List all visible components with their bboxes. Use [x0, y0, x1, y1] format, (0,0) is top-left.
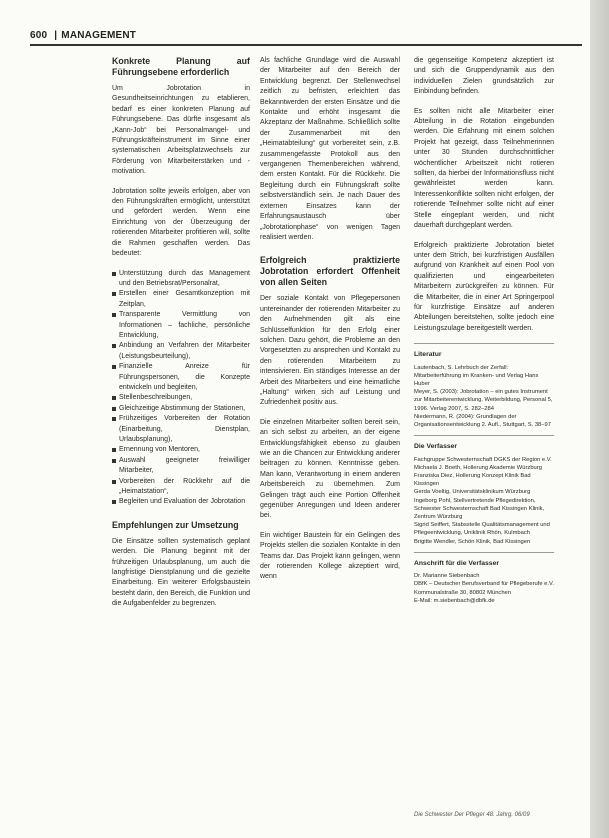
- authors-heading: Die Verfasser: [414, 443, 458, 451]
- section-title: MANAGEMENT: [61, 30, 137, 41]
- paragraph: Um Jobrotation in Gesundheitseinrichtungen zu etablieren, bedarf es einer konkreten Planung auf Führungsebene. Das dürfte insgesamt als „Kann-Job“ bei Personalmangel- und Führungskräfteinstrument im Sinne einer systematischen Arbeitsplatzwechsels zur Förderung von Mitarbeiterstärken und -motivation.: [112, 85, 250, 176]
- author-entry: Sigrid Seiffert, Stabsstelle Qualitätsmanagement und Pflegeentwicklung, Uniklinik Rhön, Kulmbach: [414, 522, 550, 537]
- header-rule: [30, 44, 582, 46]
- column-2: [260, 56, 400, 592]
- author-entry: Michaela J. Boeth, Hollerung Akademie Würzburg: [414, 464, 542, 471]
- list-item: Stellenbeschreibungen,: [112, 393, 250, 403]
- page-number: 600: [30, 30, 48, 41]
- list-item: Gleichzeitige Abstimmung der Stationen,: [112, 404, 250, 414]
- reference: Lautenbach, S. Lehrbuch der Zerfall: Mitarbeiterführung im Kranken- und Verlag Hans Huber: [414, 364, 539, 387]
- paragraph: Als fachliche Grundlage wird die Auswahl der Mitarbeiter auf den Bereich der Entwicklung begrenzt. Der Stellenwechsel zeitlich zu befristen, erleichtert das Bekanntwerden der ersten Einsätze und die Kontakte und erhöht insgesamt die Akzeptanz der Maßnahme. Schließlich sollte der Zusammenarbeit mit den „Heimatabteilung“ gut vorbereitet sein, z.B. zusammengefasste Protokoll aus den vergangenen Themenbereichen während, dem ersten Kontakt. Für die Rückkehr. Die Begleitung durch ein Führungskraft sollte selbstverständlich sein. Je nach Dauer des externen Einsatzes kann der Erfahrungsaustausch über „Jobrotationphase“ von wenigen Tagen realisiert werden.: [260, 57, 400, 241]
- reference: Niedermann, R. (2004): Grundlagen der Organisationsentwicklung 2. Aufl., Stuttgart, S. 38–97: [414, 413, 551, 428]
- paragraph: Es sollten nicht alle Mitarbeiter einer Abteilung in die Rotation eingebunden werden. Die Erfahrung mit einem solchen Projekt hat gezeigt, dass Teilnehmerinnen unter 30 Stunden durchschnittlicher wöchentlicher Arbeitszeit nicht rotieren sollten, da hierbei der Informationsfluss nicht gewährleistet werden kann. Interessenkonflikte sollten nicht erfolgen, der rotierende Teilnehmer sollte nicht auf einer Stelle eingeplant werden, und nicht dauerhaft durchgeplant werden.: [414, 107, 554, 230]
- reference: Meyer, S. (2003): Jobrotation – ein gutes Instrument zur Mitarbeiterentwicklung. Weiterbildung, Personal 5, 1996. Verlag 2007, S. 282–284: [414, 389, 553, 412]
- paragraph: Die einzelnen Mitarbeiter sollten bereit sein, an sich selbst zu arbeiten, an der eigene Entwicklungsfähigkeit ebenso zu glauben wie an die Chancen zur Entwicklung anderer beitragen zu können. Kenntnisse geben. Man kann, Verantwortung in einem anderen Arbeitsbereich zu übernehmen. Zum Gelingen trägt auch eine Portion Offenheit gegenüber Anregungen und Ideen anderer bei.: [260, 418, 400, 520]
- list-item: Transparente Vermittlung von Informationen – fachliche, persönliche Entwicklung,: [112, 310, 250, 341]
- divider: [414, 343, 554, 344]
- divider: [414, 435, 554, 436]
- list-item: Finanzielle Anreize für Führungspersonen, die Konzepte entwickeln und begleiten,: [112, 362, 250, 393]
- list-item: Ernennung von Mentoren,: [112, 445, 250, 455]
- list-item: Begleiten und Evaluation der Jobrotation: [112, 497, 250, 507]
- author-entry: Gerda Voeltig, Universitätsklinikum Würzburg: [414, 489, 531, 496]
- heading-recommendations: Empfehlungen zur Umsetzung: [112, 519, 239, 530]
- contact-email[interactable]: E-Mail: m.siebenbach@dbfk.de: [414, 597, 495, 604]
- list-item: Frühzeitiges Vorbereiten der Rotation (Einarbeitung, Dienstplan, Urlaubsplanung),: [112, 414, 250, 445]
- author-entry: Ingeborg Pohl, Stellvertretende Pflegedirektion, Schwester Schwesternschaft Bad Kissingen Klinik, Zentrum Würzburg: [414, 497, 545, 521]
- paragraph: Jobrotation sollte jeweils erfolgen, aber von den Führungskräften ermöglicht, unterstützt und gefördert werden. Wenn eine Einrichtung von der Überzeugung der rotierenden Mitarbeiter profitieren will, sollte die Rahmen geschaffen werden. Das bedeutet:: [112, 187, 250, 258]
- list-item: Anbindung an Verfahren der Mitarbeiter (Leistungsbeurteilung),: [112, 341, 250, 362]
- paragraph: die gegenseitige Kompetenz akzeptiert ist und sich die Gruppendynamik aus den individuellen Zielen grundsätzlich zur Einbindung befinden.: [414, 57, 554, 96]
- author-entry: Fachgruppe Schwesternschaft DGKS der Region e.V.: [414, 456, 552, 463]
- contact-heading: Anschrift für die Verfasser: [414, 559, 499, 567]
- paragraph: Die Einsätze sollten systematisch geplant werden. Die Planung beginnt mit der frühzeitigen Urlaubsplanung, um auch die langfristige Dienstplanung und die gezielte Einarbeitung. Ein weiterer Erfolgsbaustein besteht darin, den Bereich, die Funktion und die Aufgabenfelder zu begrenzen.: [112, 537, 250, 608]
- page-header: 600 | MANAGEMENT: [30, 30, 137, 41]
- paragraph: Ein wichtiger Baustein für ein Gelingen des Projekts stellen die sozialen Kontakte in den Teams dar. Das Projekt kann gelingen, wenn der rotierenden Kollege akzeptiert wird, wenn: [260, 531, 400, 581]
- list-item: Vorbereiten der Rückkehr auf die „Heimatstation“,: [112, 477, 250, 498]
- divider: [414, 552, 554, 553]
- requirements-list: [112, 269, 250, 508]
- paragraph: Der soziale Kontakt von Pflegepersonen untereinander der rotierenden Mitarbeiter zu den Aufnehmenden gilt als eine Schlüsselfunktion für den Erfolg einer solchen. Dazu gehört, die Probleme an den Vorgesetzten zu ansprechen und Kontakt zu den rotierenden Mitarbeitern zu intensivieren. Ein ständiges Interesse an der Arbeit des Mitarbeiters und eine heimatliche „Haltung“ wirken sich auf Leistung und Zufriedenheit positiv aus.: [260, 295, 400, 407]
- list-item: Auswahl geeigneter freiwilliger Mitarbeiter,: [112, 456, 250, 477]
- contact-line: Kommunalstraße 30, 80802 München: [414, 589, 511, 596]
- literature-heading: Literatur: [414, 351, 442, 359]
- heading-planning: Konkrete Planung auf Führungsebene erforderlich: [112, 56, 250, 77]
- contact-line: DBfK – Deutscher Berufsverband für Pflegeberufe e.V.: [414, 581, 554, 588]
- contact-line: Dr. Marianne Siebenbach: [414, 573, 480, 580]
- list-item: Unterstützung durch das Management und den Betriebsrat/Personalrat,: [112, 269, 250, 290]
- author-entry: Franziska Diez, Hollerung Konzept Klinik Bad Kissingen: [414, 473, 531, 488]
- column-1: [112, 56, 250, 619]
- author-entry: Brigitte Wendler, Schön Klinik, Bad Kissingen: [414, 538, 531, 545]
- page-edge-shadow: [590, 0, 609, 838]
- heading-openness: Erfolgreich praktizierte Jobrotation erfordert Offenheit von allen Seiten: [260, 255, 400, 288]
- column-3: [414, 56, 554, 605]
- list-item: Erstellen einer Gesamtkonzeption mit Zeitplan,: [112, 289, 250, 310]
- page-footer: Die Schwester Der Pfleger 48. Jahrg. 06/09: [414, 812, 530, 818]
- paragraph: Erfolgreich praktizierte Jobrotation bietet unter dem Strich, bei kurzfristigen Ausfällen aufgrund von Krankheit auf einen Pool von qualifizierten und eingearbeiteten Mitarbeitern zurückgreifen zu können. Für die Mitarbeiter, die in einer Art Springerpool für kurzfristige Einsätze auf anderen Abteilungen bereitstehen, sollte jedoch eine Leistungszulage bereitgestellt werden.: [414, 241, 554, 332]
